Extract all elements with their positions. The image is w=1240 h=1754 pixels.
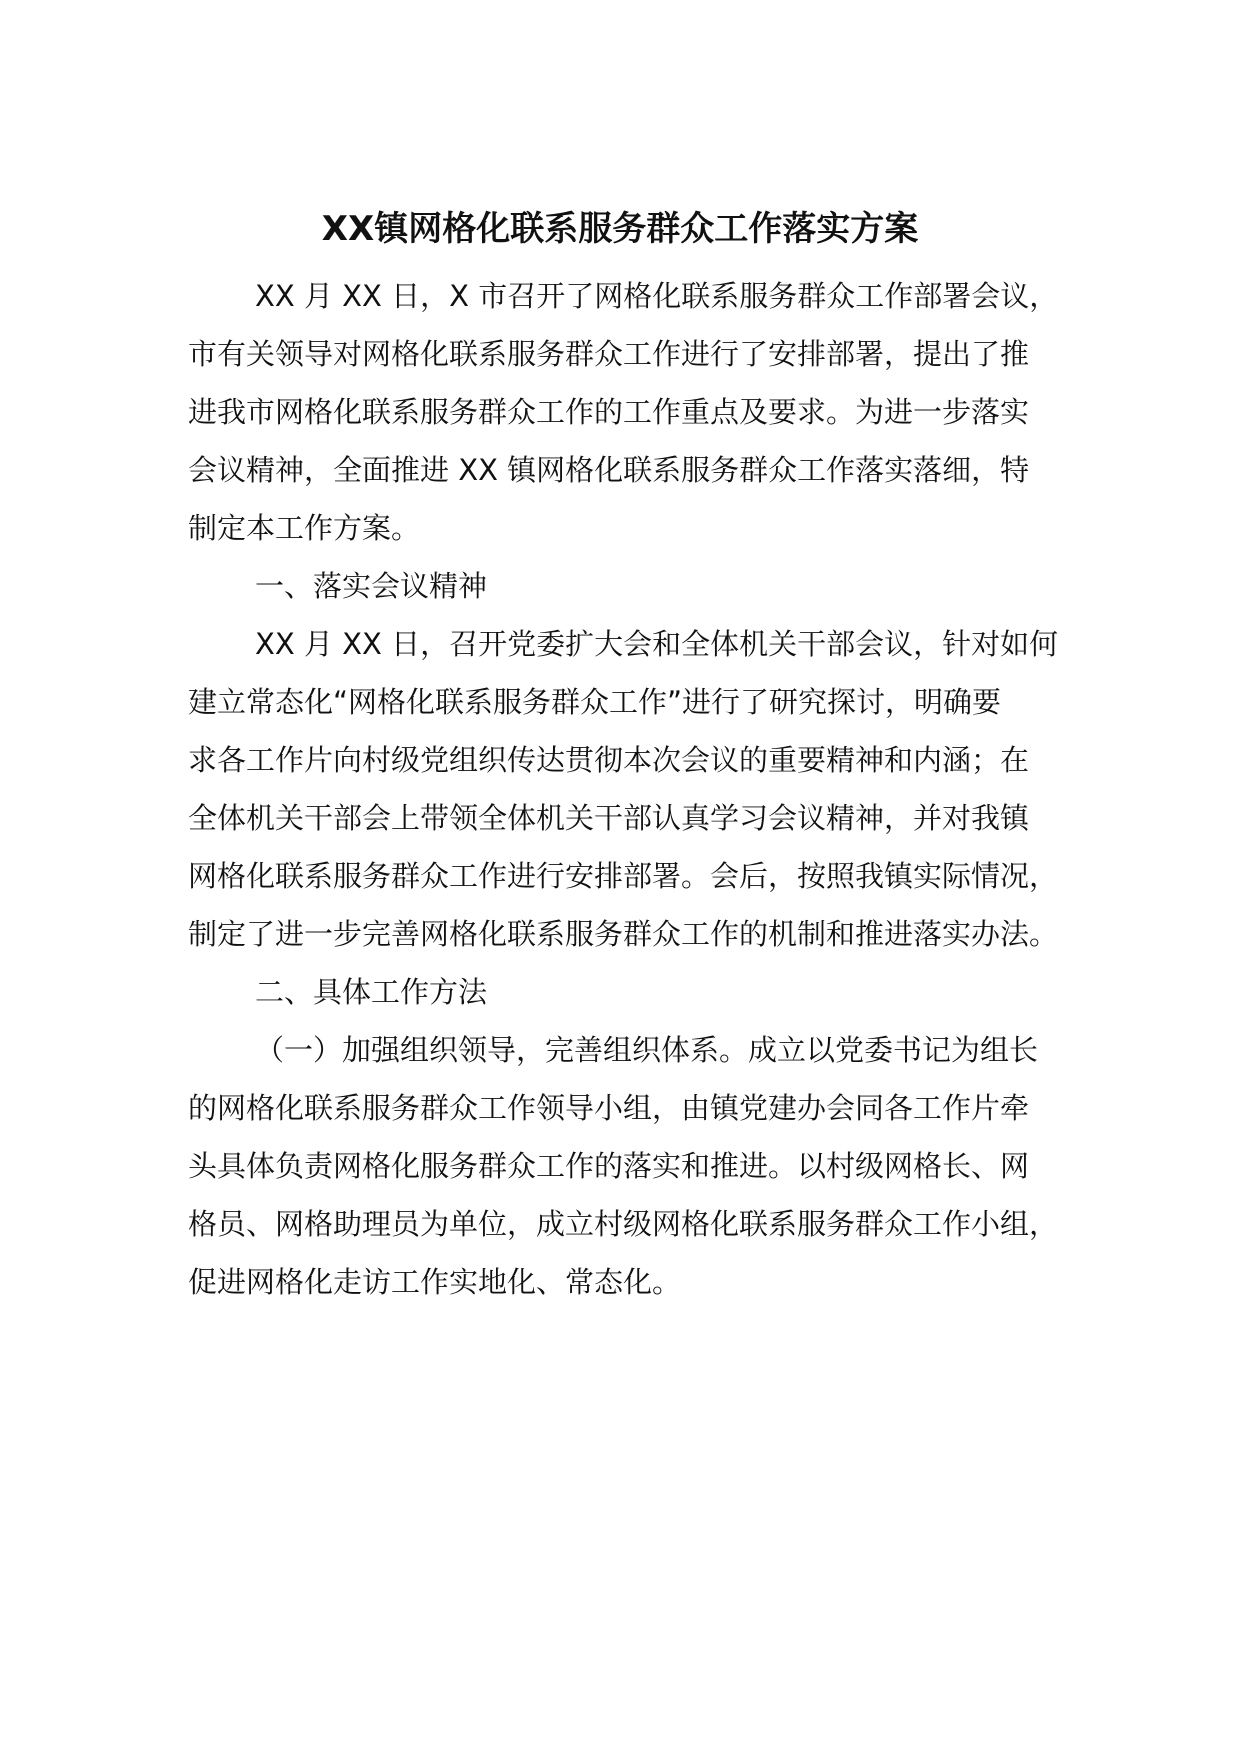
paragraph-line: 全体机关干部会上带领全体机关干部认真学习会议精神，并对我镇 xyxy=(188,801,1030,835)
paragraph-line: 市有关领导对网格化联系服务群众工作进行了安排部署，提出了推 xyxy=(188,337,1030,371)
paragraph-line: 会议精神，全面推进 XX 镇网格化联系服务群众工作落实落细，特 xyxy=(188,453,1030,487)
paragraph-line: 进我市网格化联系服务群众工作的工作重点及要求。为进一步落实 xyxy=(188,395,1030,429)
paragraph-line: 求各工作片向村级党组织传达贯彻本次会议的重要精神和内涵；在 xyxy=(188,743,1030,777)
paragraph-line: XX 月 XX 日，X 市召开了网格化联系服务群众工作部署会议， xyxy=(255,279,1059,313)
paragraph-line: 格员、网格助理员为单位，成立村级网格化联系服务群众工作小组， xyxy=(188,1207,1059,1241)
paragraph-line: 的网格化联系服务群众工作领导小组，由镇党建办会同各工作片牵 xyxy=(188,1091,1030,1125)
section-heading: 二、具体工作方法 xyxy=(255,975,488,1009)
paragraph-line: 促进网格化走访工作实地化、常态化。 xyxy=(188,1265,682,1299)
paragraph-line: （一）加强组织领导，完善组织体系。成立以党委书记为组长 xyxy=(255,1033,1039,1067)
paragraph-line: 制定本工作方案。 xyxy=(188,511,421,545)
document-title: XX镇网格化联系服务群众工作落实方案 xyxy=(321,209,919,249)
paragraph-line: 建立常态化“网格化联系服务群众工作”进行了研究探讨，明确要 xyxy=(188,685,1002,719)
section-heading: 一、落实会议精神 xyxy=(255,569,488,603)
paragraph-line: 网格化联系服务群众工作进行安排部署。会后，按照我镇实际情况， xyxy=(188,859,1059,893)
paragraph-line: 头具体负责网格化服务群众工作的落实和推进。以村级网格长、网 xyxy=(188,1149,1030,1183)
paragraph-line: XX 月 XX 日，召开党委扩大会和全体机关干部会议，针对如何 xyxy=(255,627,1059,661)
paragraph-line: 制定了进一步完善网格化联系服务群众工作的机制和推进落实办法。 xyxy=(188,917,1059,951)
